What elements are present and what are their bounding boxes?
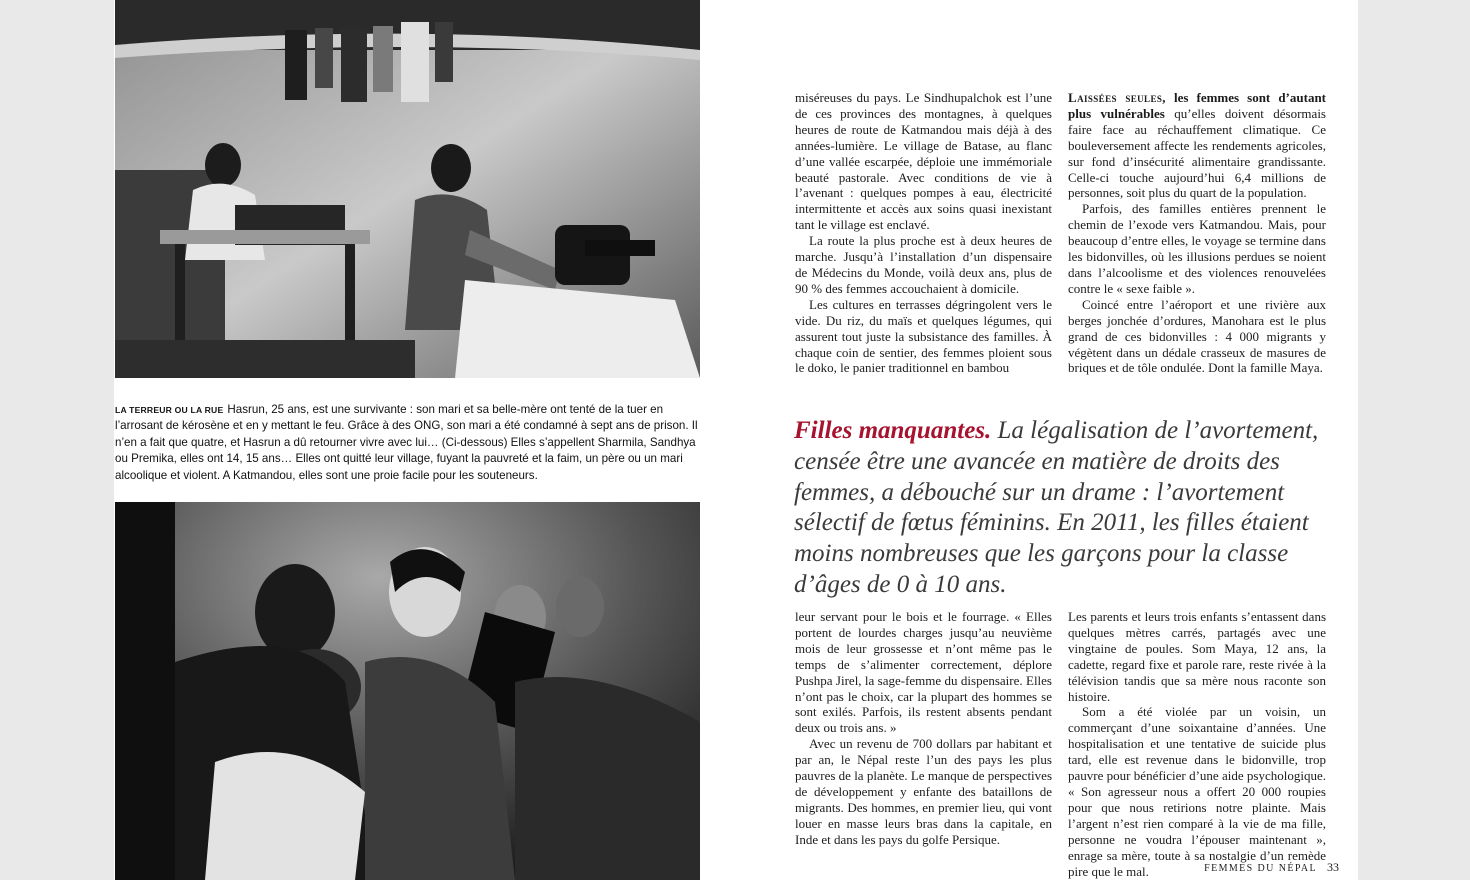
pull-quote bbox=[794, 416, 1334, 601]
paragraph: Avec un revenu de 700 dollars par habitant et par an, le Népal reste l’un des pays les plus pauvres de la planète. Le manque de perspectives de développement y enfante des bataillons de migrants. Des hommes, en premier lieu, qui vont louer en masse leurs bras dans la capitale, en Inde et dans les pays du golfe Persique. bbox=[795, 736, 1052, 847]
caption-text: Hasrun, 25 ans, est une survivante : son mari et sa belle-mère ont tenté de la tuer en l’arrosant de kérosène et en y mettant le feu. Grâce à des ONG, son mari a été condamné à sept ans de prison. Il n’en a fait que quatre, et Hasrun a dû retourner vivre avec lui… (Ci-dessous) Elles s’appellent Sharmila, Sandhya ou Premika, elles ont 14, 15 ans… Elles ont quitté leur village, fuyant la pauvreté et la faim, un père ou un mari alcoolique et violent. A Katmandou, elles sont une proie facile pour les souteneurs. bbox=[115, 403, 698, 482]
folio-section: FEMMES DU NÉPAL bbox=[1204, 863, 1317, 874]
paragraph: miséreuses du pays. Le Sindhupalchok est l’une de ces provinces des montagnes, à quelques heures de route de Katmandou mais déjà à des années-lumière. Le village de Batase, au flanc d’une vallée escarpée, déploie une immémoriale beauté pastorale. Avec conditions de vie à l’avenant : quelques pompes à eau, électricité intermittente et accès aux soins quasi inexistant tant le village est enclavé. bbox=[795, 90, 1052, 233]
photo-young-women-mirror bbox=[115, 502, 700, 880]
paragraph: Som a été violée par un voisin, un commerçant d’une soixantaine d’années. Une hospitalisation et une tentative de suicide plus tard, elle est revenue dans le bidonville, trop pauvre pour bénéficier d’une aide psychologique. « Son agresseur nous a offert 20 000 roupies pour que nous retirions notre plainte. Mais l’argent n’est rien comparé à la vie de ma fille, personne ne voudra l’épouser maintenant », enrage sa mère, toute à sa nostalgie d’un remède pire que le mal. bbox=[1068, 704, 1326, 879]
photo-caption bbox=[115, 402, 700, 484]
lead-bold: les femmes sont d’autant plus vulnérables bbox=[1068, 90, 1326, 121]
caption-kicker: LA TERREUR OU LA RUE bbox=[115, 405, 224, 415]
paragraph-lead bbox=[1068, 90, 1326, 201]
article-column-1-bottom bbox=[795, 609, 1052, 848]
paragraph: Les parents et leurs trois enfants s’entassent dans quelques mètres carrés, partagés avec une vingtaine de poules. Som Maya, 12 ans, la cadette, regard fixe et parole rare, reste rivée à la télévision tandis que sa mère nous raconte son histoire. bbox=[1068, 609, 1326, 704]
lead-smallcaps: Laissées seules, bbox=[1068, 90, 1166, 105]
page-folio bbox=[1204, 860, 1339, 875]
page-number: 33 bbox=[1327, 860, 1339, 874]
paragraph: leur servant pour le bois et le fourrage. « Elles portent de lourdes charges jusqu’au neuvième mois de leur grossesse et n’ont même pas le temps de s’alimenter correctement, déplore Pushpa Jirel, la sage-femme du dispensaire. Elles n’ont pas le choix, car la plupart des hommes se sont exilés. Parfois, ils restent absents pendant deux ou trois ans. » bbox=[795, 609, 1052, 736]
paragraph: Les cultures en terrasses dégringolent vers le vide. Du riz, du maïs et quelques légumes, qui assurent tout juste la subsistance des familles. À chaque coin de sentier, des femmes ploient sous le doko, le panier traditionnel en bambou bbox=[795, 296, 1052, 376]
article-column-2-top bbox=[1068, 90, 1326, 376]
pull-quote-text: La légalisation de l’avortement, censée être une avancée en matière de droits des femmes, a débouché sur un drame : l’avortement sélectif de fœtus féminins. En 2011, les filles étaient moins nombreuses que les garçons pour la classe d’âges de 0 à 10 ans. bbox=[794, 417, 1319, 598]
paragraph: Parfois, des familles entières prennent le chemin de l’exode vers Katmandou. Mais, pour beaucoup d’entre elles, le voyage se termine dans les bidonvilles, où les illusions perdues se noient dans l’alcoolisme et des violences renouvelées contre le « sexe faible ». bbox=[1068, 201, 1326, 296]
paragraph: Coincé entre l’aéroport et une rivière aux berges jonchée d’ordures, Manohara est le plus grand de ces bidonvilles : 4 000 migrants y végètent dans un dédale crasseux de masures de briques et de tôle ondulée. Dont la famille Maya. bbox=[1068, 296, 1326, 376]
paragraph: La route la plus proche est à deux heures de marche. Jusqu’à l’installation d’un dispensaire de Médecins du Monde, voilà deux ans, plus de 90 % des femmes accouchaient à domicile. bbox=[795, 233, 1052, 296]
lead-rest: qu’elles doivent désormais faire face au réchauffement climatique. Ce bouleversement affecte les rendements agricoles, sur fond d’insécurité alimentaire grandissante. Celle-ci touche aujourd’hui 6,4 millions de personnes, soit plus du quart de la population. bbox=[1068, 105, 1326, 201]
article-column-1-top bbox=[795, 90, 1052, 376]
pull-quote-lead: Filles manquantes. bbox=[794, 417, 992, 444]
article-column-2-bottom bbox=[1068, 609, 1326, 879]
photo-sewing-workshop bbox=[115, 0, 700, 378]
